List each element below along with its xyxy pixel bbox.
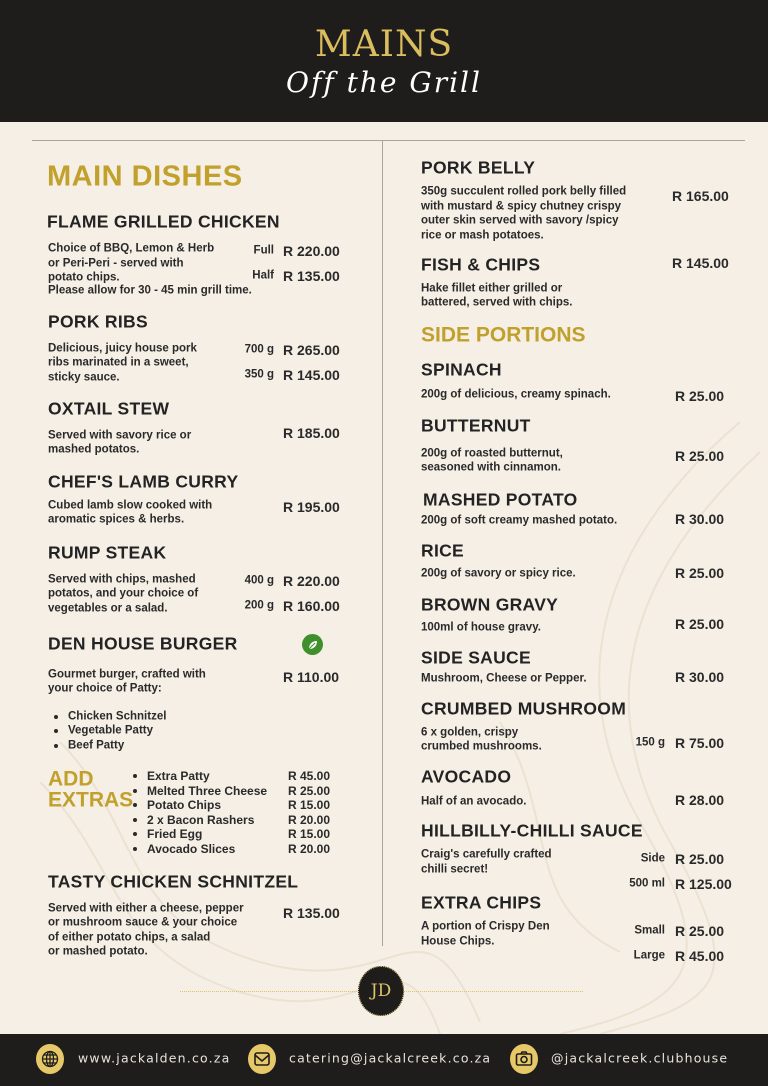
item-price: R 110.00 — [283, 669, 340, 685]
item-name: FISH & CHIPS — [421, 254, 541, 275]
item-price: R 125.00 — [675, 876, 732, 892]
item-description: Delicious, juicy house pork — [48, 342, 197, 355]
item-description: House Chips. — [421, 935, 495, 948]
social-handle-link[interactable]: @jackalcreek.clubhouse — [551, 1050, 729, 1066]
item-price: R 195.00 — [283, 499, 340, 515]
item-description: 6 x golden, crispy — [421, 726, 519, 739]
extra-name: Melted Three Cheese — [147, 784, 268, 798]
page-title: MAINS — [314, 24, 454, 65]
item-price: R 25.00 — [675, 448, 725, 464]
item-description: or mashed potato. — [48, 945, 148, 958]
bullet-icon — [133, 832, 137, 836]
item-name: SPINACH — [421, 359, 502, 380]
item-description: A portion of Crispy Den — [421, 920, 550, 933]
extra-name: Avocado Slices — [147, 842, 236, 856]
item-description: Cubed lamb slow cooked with — [48, 499, 213, 512]
email-link[interactable]: catering@jackalcreek.co.za — [289, 1050, 492, 1066]
burger-option: Chicken Schnitzel — [68, 710, 167, 723]
item-description: chilli secret! — [421, 863, 489, 876]
item-price: R 25.00 — [675, 923, 725, 939]
burger-option: Vegetable Patty — [68, 724, 154, 737]
item-description: vegetables or a salad. — [48, 602, 168, 615]
section-title-main-dishes: MAIN DISHES — [47, 160, 243, 193]
item-price: R 135.00 — [283, 905, 340, 921]
item-description: potatos, and your choice of — [48, 587, 199, 600]
item-description: ribs marinated in a sweet, — [48, 356, 189, 369]
bullet-icon — [133, 847, 137, 851]
price-label: Half — [252, 269, 274, 282]
item-description: Served with either a cheese, pepper — [48, 902, 244, 915]
mail-icon — [248, 1044, 276, 1074]
top-divider — [32, 140, 745, 141]
item-name: CHEF'S LAMB CURRY — [48, 471, 239, 492]
extra-name: Potato Chips — [147, 798, 221, 812]
item-description: 100ml of house gravy. — [421, 621, 541, 634]
item-name: EXTRA CHIPS — [421, 892, 542, 913]
item-description: Mushroom, Cheese or Pepper. — [421, 672, 587, 685]
item-name: RICE — [421, 540, 465, 561]
extra-price: R 20.00 — [288, 813, 331, 827]
item-price: R 145.00 — [672, 255, 729, 271]
item-price: R 265.00 — [283, 342, 340, 358]
item-price: R 30.00 — [675, 511, 725, 527]
item-description: 200g of delicious, creamy spinach. — [421, 388, 611, 401]
bullet-icon — [54, 715, 58, 719]
extras-title: EXTRAS — [48, 788, 134, 812]
price-label: Large — [633, 949, 665, 962]
price-label: Full — [253, 244, 274, 257]
price-label: 200 g — [244, 599, 274, 612]
extras-title: ADD — [48, 767, 94, 791]
item-name: OXTAIL STEW — [48, 398, 170, 419]
website-link[interactable]: www.jackalden.co.za — [78, 1050, 231, 1066]
item-price: R 25.00 — [675, 565, 725, 581]
item-description: mashed potatos. — [48, 443, 140, 456]
item-name: TASTY CHICKEN SCHNITZEL — [48, 871, 299, 892]
item-price: R 25.00 — [675, 388, 725, 404]
item-description: Please allow for 30 - 45 min grill time. — [48, 284, 252, 297]
item-name: MASHED POTATO — [423, 489, 578, 510]
price-label: 350 g — [244, 368, 274, 381]
item-description: or mushroom sauce & your choice — [48, 916, 238, 929]
item-description: seasoned with cinnamon. — [421, 461, 561, 474]
item-price: R 160.00 — [283, 598, 340, 614]
item-description: 200g of savory or spicy rice. — [421, 567, 576, 580]
item-name: FLAME GRILLED CHICKEN — [47, 211, 280, 232]
item-name: SIDE SAUCE — [421, 647, 531, 668]
item-price: R 135.00 — [283, 268, 340, 284]
item-description: Craig's carefully crafted — [421, 848, 552, 861]
item-description: Served with chips, mashed — [48, 573, 196, 586]
item-description: of either potato chips, a salad — [48, 931, 211, 944]
camera-icon — [510, 1044, 538, 1074]
price-label: 150 g — [635, 736, 665, 749]
item-description: sticky sauce. — [48, 371, 120, 384]
bullet-icon — [54, 744, 58, 748]
item-name: PORK BELLY — [421, 157, 536, 178]
item-name: PORK RIBS — [48, 311, 148, 332]
item-price: R 25.00 — [675, 616, 725, 632]
logo-text: JD — [370, 981, 392, 1001]
item-description: 200g of roasted butternut, — [421, 447, 563, 460]
item-description: Gourmet burger, crafted with — [48, 668, 206, 681]
page-subtitle: Off the Grill — [286, 66, 482, 99]
price-label: 400 g — [244, 574, 274, 587]
item-name: RUMP STEAK — [48, 542, 167, 563]
globe-icon — [36, 1044, 64, 1074]
item-description: 200g of soft creamy mashed potato. — [421, 514, 618, 527]
item-price: R 30.00 — [675, 669, 725, 685]
price-label: Side — [640, 852, 665, 865]
extra-name: Fried Egg — [147, 827, 203, 841]
item-name: AVOCADO — [421, 766, 512, 787]
price-label: Small — [634, 924, 665, 937]
item-name: BROWN GRAVY — [421, 594, 559, 615]
bullet-icon — [133, 789, 137, 793]
price-label: 500 ml — [629, 877, 665, 890]
item-price: R 185.00 — [283, 425, 340, 441]
section-title-side-portions: SIDE PORTIONS — [421, 323, 586, 347]
item-description: aromatic spices & herbs. — [48, 513, 185, 526]
item-price: R 45.00 — [675, 948, 725, 964]
item-price: R 220.00 — [283, 243, 340, 259]
item-description: with mustard & spicy chutney crispy — [421, 200, 622, 213]
item-description: rice or mash potatoes. — [421, 229, 544, 242]
item-description: 350g succulent rolled pork belly filled — [421, 185, 627, 198]
item-description: outer skin served with savory /spicy — [421, 214, 619, 227]
item-description: Half of an avocado. — [421, 795, 527, 808]
item-price: R 220.00 — [283, 573, 340, 589]
item-description: potato chips. — [48, 271, 120, 284]
price-label: 700 g — [244, 343, 274, 356]
extra-name: 2 x Bacon Rashers — [147, 813, 255, 827]
jd-logo — [358, 966, 404, 1016]
bullet-icon — [133, 803, 137, 807]
item-price: R 75.00 — [675, 735, 725, 751]
item-price: R 165.00 — [672, 188, 729, 204]
header-banner — [0, 0, 768, 122]
burger-option: Beef Patty — [68, 739, 125, 752]
item-description: your choice of Patty: — [48, 682, 162, 695]
item-description: crumbed mushrooms. — [421, 740, 542, 753]
extra-price: R 25.00 — [288, 784, 331, 798]
item-description: Choice of BBQ, Lemon & Herb — [48, 242, 215, 255]
item-description: Served with savory rice or — [48, 429, 192, 442]
column-divider — [382, 140, 383, 946]
item-name: CRUMBED MUSHROOM — [421, 698, 627, 719]
bullet-icon — [133, 818, 137, 822]
item-description: battered, served with chips. — [421, 296, 573, 309]
extra-name: Extra Patty — [147, 769, 210, 783]
item-name: HILLBILLY-CHILLI SAUCE — [421, 820, 643, 841]
extra-price: R 45.00 — [288, 769, 331, 783]
item-description: Hake fillet either grilled or — [421, 282, 563, 295]
extra-price: R 15.00 — [288, 827, 331, 841]
bullet-icon — [54, 729, 58, 733]
item-name: BUTTERNUT — [421, 415, 531, 436]
item-description: or Peri-Peri - served with — [48, 257, 184, 270]
extra-price: R 20.00 — [288, 842, 331, 856]
extra-price: R 15.00 — [288, 798, 331, 812]
vegan-leaf-icon — [302, 634, 323, 655]
bullet-icon — [133, 774, 137, 778]
item-price: R 145.00 — [283, 367, 340, 383]
item-name: DEN HOUSE BURGER — [48, 633, 238, 654]
item-price: R 28.00 — [675, 792, 725, 808]
item-price: R 25.00 — [675, 851, 725, 867]
